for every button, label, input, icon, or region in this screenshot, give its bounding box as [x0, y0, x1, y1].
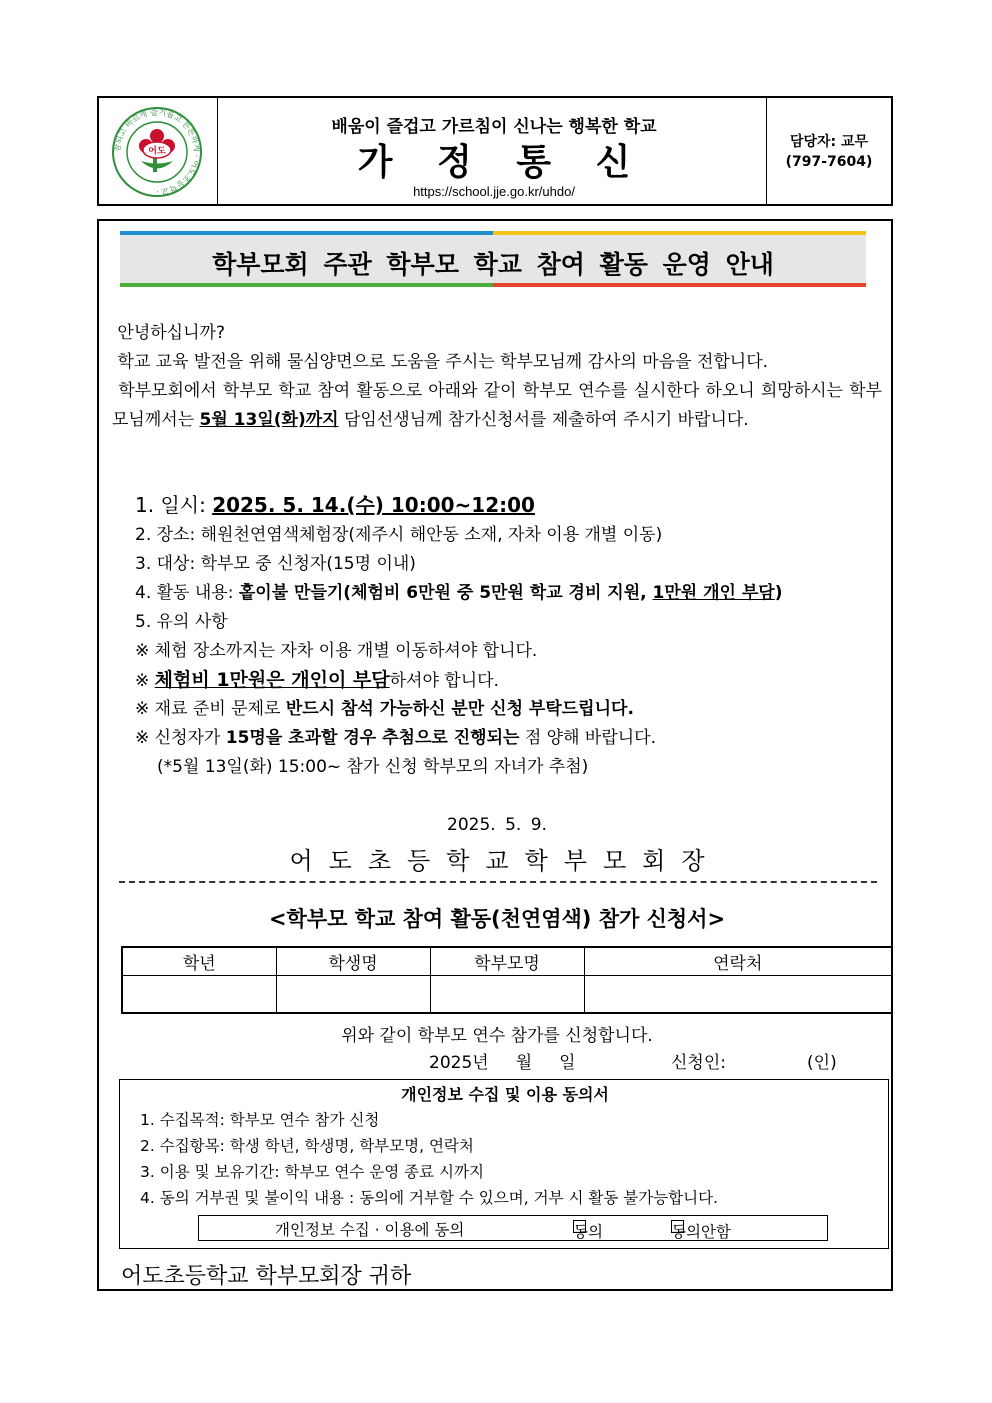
apply-statement: 위와 같이 학부모 연수 참가를 신청합니다. [341, 1026, 653, 1046]
letter-header [97, 96, 893, 206]
cut-line [119, 881, 877, 883]
application-table [121, 946, 893, 1014]
item-4-end: ) [774, 583, 783, 603]
list-item: 2. 수집항목: 학생 학년, 학생명, 학부모명, 연락처 [140, 1137, 474, 1155]
item-1-label: 1. 일시: [135, 493, 213, 517]
note-4-pre: ※ 신청자가 [135, 728, 226, 748]
addressee: 어도초등학교 학부모회장 귀하 [121, 1264, 412, 1289]
school-slogan: 배움이 즐겁고 가르침이 신나는 행복한 학교 [331, 117, 657, 137]
banner-bar-yellow [493, 231, 866, 235]
title-banner [120, 231, 866, 287]
intro-paragraph [112, 319, 882, 435]
list-item: 1. 수집목적: 학부모 연수 참가 신청 [140, 1111, 380, 1129]
col-student-name: 학생명 [276, 947, 430, 976]
intro-line-2-post: 담임선생님께 참가신청서를 제출하여 주시기 바랍니다. [338, 410, 749, 430]
form-title: <학부모 학교 참여 활동(천연염색) 참가 신청서> [268, 907, 726, 931]
disagree-label: 동의안함 [671, 1223, 731, 1241]
applicant-signature: 신청인: (인) [671, 1053, 837, 1073]
item-notes: 5. 유의 사항 [135, 612, 228, 632]
item-place: 2. 장소: 해원천연염색체험장(제주시 해안동 소재, 자차 이용 개별 이동) [135, 525, 663, 545]
deadline: 5월 13일(화)까지 [199, 410, 339, 430]
item-target: 3. 대상: 학부모 중 신청자(15명 이내) [135, 554, 416, 574]
note-5: (*5월 13일(화) 15:00~ 참가 신청 학부모의 자녀가 추첨) [157, 757, 589, 777]
contact-phone: (797-7604) [785, 154, 873, 170]
note-4-end: 점 양해 바랍니다. [519, 728, 656, 748]
notice-title: 학부모회 주관 학부모 학교 참여 활동 운영 안내 [212, 250, 774, 279]
note-4 [135, 724, 875, 753]
note-2-underline: 체험비 1만원은 개인이 부담 [154, 669, 390, 691]
page-title: 가 정 통 신 [357, 142, 647, 183]
privacy-list [140, 1107, 718, 1211]
item-activity [135, 579, 875, 608]
apply-date: 2025년 월 일 [429, 1053, 576, 1073]
student-name-field[interactable] [276, 976, 430, 1014]
greeting: 안녕하십니까? [117, 323, 225, 343]
intro-line-2-pre: 학부모회에서 학부모 학교 참여 활동으로 아래와 같이 학부모 연수를 실시한다 하오니 희망하시는 학부모님께서는 [112, 381, 883, 430]
item-datetime [135, 489, 875, 521]
privacy-title: 개인정보 수집 및 이용 동의서 [401, 1085, 609, 1104]
list-item: 3. 이용 및 보유기간: 학부모 연수 운영 종료 시까지 [140, 1163, 484, 1181]
item-4-bold: 홑이불 만들기(체험비 6만원 중 5만원 학교 경비 지원, [238, 583, 653, 603]
note-3-pre: ※ 재료 준비 문제로 [135, 699, 286, 719]
item-4-underline: 1만원 개인 부담 [652, 583, 775, 603]
note-3-bold: 반드시 참석 가능하신 분만 신청 부탁드립니다. [285, 699, 634, 719]
seal-ring-text: 참되고 바르게 슬기롭고 튼튼하게 · 어도초등학교 · [112, 107, 202, 197]
contact-info [767, 132, 891, 172]
note-1: ※ 체험 장소까지는 자차 이용 개별 이동하셔야 합니다. [135, 641, 538, 661]
contact-cell [766, 98, 891, 204]
contact-label: 담당자: 교무 [789, 134, 869, 150]
consent-row [198, 1215, 828, 1241]
table-header-row [122, 947, 892, 976]
banner-bar-red [493, 283, 866, 287]
agree-label: 동의 [573, 1223, 603, 1241]
parent-name-field[interactable] [430, 976, 584, 1014]
banner-bar-blue [120, 231, 493, 235]
note-3 [135, 695, 875, 724]
privacy-consent-box [119, 1079, 889, 1249]
item-1-value: 2025. 5. 14.(수) 10:00~12:00 [212, 493, 535, 517]
note-2-mark: ※ [135, 671, 155, 691]
logo-cell [99, 98, 218, 204]
sender-org: 어도초등학교학부모회장 [289, 847, 721, 875]
event-details [135, 489, 875, 782]
contact-field[interactable] [584, 976, 892, 1014]
school-url[interactable]: https://school.jje.go.kr/uhdo/ [413, 184, 575, 199]
intro-line-1: 학교 교육 발전을 위해 물심양면으로 도움을 주시는 학부모님께 감사의 마음을 전합니다. [117, 352, 769, 372]
col-parent-name: 학부모명 [430, 947, 584, 976]
note-4-bold: 15명을 초과할 경우 추첨으로 진행되는 [225, 728, 520, 748]
note-2-end: 하셔야 합니다. [389, 671, 499, 691]
consent-label: 개인정보 수집 · 이용에 동의 [275, 1221, 465, 1239]
item-4-label: 4. 활동 내용: [135, 583, 239, 603]
note-2 [135, 666, 875, 695]
banner-bar-green [120, 283, 493, 287]
list-item: 4. 동의 거부권 및 불이익 내용 : 동의에 거부할 수 있으며, 거부 시 활동 불가능합니다. [140, 1189, 718, 1207]
notice-date: 2025. 5. 9. [447, 815, 547, 835]
school-seal-icon [111, 106, 203, 198]
col-contact: 연락처 [584, 947, 892, 976]
col-grade: 학년 [122, 947, 276, 976]
grade-field[interactable] [122, 976, 276, 1014]
notice-body [97, 219, 893, 1291]
table-row [122, 976, 892, 1014]
seal-text: 어도 [148, 146, 166, 157]
